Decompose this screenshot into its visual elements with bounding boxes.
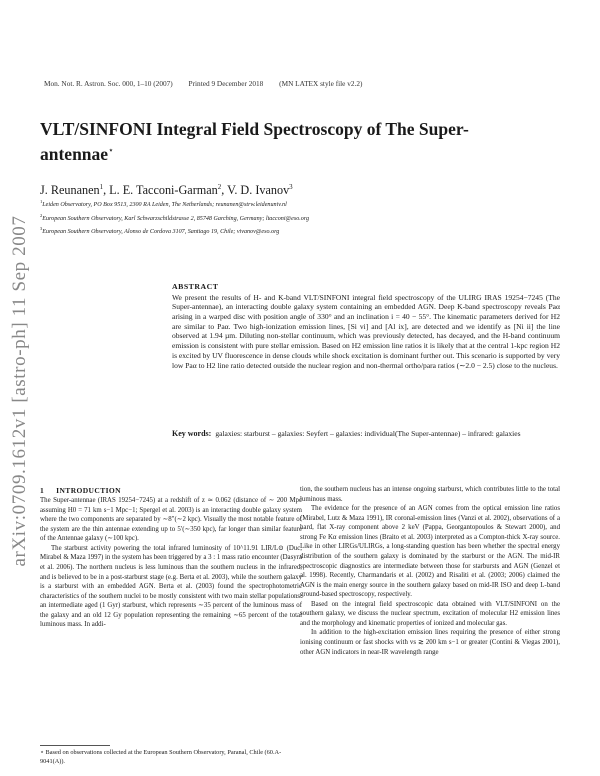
affiliation [40,197,560,211]
style-file: (MN LATEX style file v2.2) [279,79,363,88]
paragraph: The evidence for the presence of an AGN comes from the optical emission line ratios (Mirabel, Lutz & Maza 1991), IR coronal-emission lines (Vanzi et al. 2002), observations of a hard, flat X-ray component above 2 keV (Pappa, Georgantopoulos & Stewart 2000), and strong Fe Kα emission lines (Braito et al. 2003) interpreted as a Compton-thick X-ray source. Like in other LIRGs/ULIRGs, a long-standing question has been whether the spectral energy distribution of the southern galaxy is dominated by the starburst or the AGN. The mid-IR spectroscopic diagnostics are intermediate between those for starbursts and AGN (Genzel et al. 1998). Recently, Charmandaris et al. (2002) and Risaliti et al. (2003; 2006) claimed the AGN is the main energy source in the southern galaxy based on mid-IR ISO and deep L-band ground-based spectroscopy, respectively. [300,505,560,599]
abstract-text: We present the results of H- and K-band VLT/SINFONI integral field spectroscopy of the ULIRG IRAS 19254−7245 (The Super-antennae), an interacting double galaxy system containing an embedded AGN. Deep K-band spectroscopy reveals Paα arising in a warped disc with position angle of 330° and an inclination i = 40 − 55°. The kinematic parameters derived for H2 are similar to Paα. Two high-ionization emission lines, [Si vi] and [Al ix], are detected and we identify as [Ni ii] the line observed at 1.94 µm. Diluting non-stellar continuum, which was previously detected, has decayed, and the H-band continuum emission is consistent with pure stellar emission. Based on H2 emission line ratios it is likely that at the central 1-kpc region H2 is excited by UV fluorescence in dense clouds while shock excitation is dominant further out. This scenario is supported by very low Paα to H2 line ratio detected outside the nuclear region and non-thermal ortho/para ratios (∼2.0 − 2.5) close to the nucleus. [172,292,560,370]
journal-citation: Mon. Not. R. Astron. Soc. 000, 1–10 (2007) [44,79,173,88]
affil-text: Leiden Observatory, PO Box 9513, 2300 RA Leiden, The Netherlands; reunanen@strw.leidenuniv.nl [42,202,287,209]
right-column [300,485,560,657]
left-column [40,496,302,630]
footnote-rule [40,745,110,746]
section-number: 1 [40,486,45,495]
paragraph: tion, the southern nucleus has an intense ongoing starburst, which contributes little to the total luminous mass. [300,486,560,503]
section-title: INTRODUCTION [56,486,121,495]
keywords [172,429,560,439]
title-footnote-mark: ⋆ [108,145,114,155]
author-name: V. D. Ivanov [227,183,290,198]
affil-number: 2 [40,212,43,218]
author-affil-mark: 2 [217,183,222,191]
affiliations [40,197,560,238]
arxiv-stamp: arXiv:0709.1612v1 [astro-ph] 11 Sep 2007 [9,215,30,567]
author-affil-mark: 1 [99,183,104,191]
printed-date: Printed 9 December 2018 [188,79,264,88]
abstract-heading: ABSTRACT [172,282,219,291]
keywords-label: Key words: [172,429,212,438]
affil-number: 3 [40,226,43,232]
affil-number: 1 [40,199,43,204]
keywords-text: galaxies: starburst – galaxies: Seyfert – galaxies: individual(The Super-antennae) – infrared: galaxies [215,429,521,438]
affiliation [40,211,560,225]
paragraph: In addition to the high-excitation emission lines requiring the presence of either strong ionising continuum or fast shocks with vs ≳ 200 km s−1 or greater (Contini & Viegas 2001), other AGN indicators in near-IR wavelength range [300,629,560,656]
affiliation [40,224,560,238]
affil-text: European Southern Observatory, Karl Schwarzschildstrasse 2, 85748 Garching, Germany; ltacconi@eso.org [42,215,310,222]
paper-title [40,119,520,165]
section-heading [40,486,121,495]
author-name: J. Reunanen [40,183,100,198]
paragraph: The starburst activity powering the total infrared luminosity of 10^11.91 LIR/L⊙ (Duc, Mirabel & Maza 1997) in the system has been triggered by a 3 : 1 mass ratio encounter (Dasyra et al. 2006). The northern nucleus is less luminous than the southern nucleus in the infrared, and is believed to be in a post-starburst stage (e.g. Berta et al. 2003), while the southern galaxy is a starburst with an embedded AGN. Berta et al. (2003) found the spectrophotometric characteristics of the southern nuclei to be mostly consistent with two main stellar populations: an intermediate aged (1 Gyr) starburst, which represents ∼35 percent of the luminous mass of the galaxy and an old 12 Gy population representing the remaining ∼65 percent of the total luminous mass. In addi- [40,544,302,629]
affil-text: European Southern Observatory, Alonso de Cordova 3107, Santiago 19, Chile; vivanov@eso.org [42,229,280,236]
running-header [44,79,376,88]
author-name: L. E. Tacconi-Garman [109,183,218,198]
paragraph: Based on the integral field spectroscopic data obtained with VLT/SINFONI on the southern galaxy, we discuss the nuclear spectrum, excitation of molecular H2 emission lines and the morphology and kinematic properties of ionized and molecular gas. [300,600,560,627]
paper-title-text: VLT/SINFONI Integral Field Spectroscopy of The Super-antennae [40,119,469,164]
paragraph: The Super-antennae (IRAS 19254−7245) at a redshift of z ≃ 0.062 (distance of ∼ 200 Mpc assuming H0 = 71 km s−1 Mpc−1; Spergel et al. 2003) is an interacting double galaxy system where the two components are separated by ∼8″(∼2 kpc). Visually the most notable feature of the system are the thin antennae extending up to 5′(∼350 kpc), far longer than similar feature of the Antennae galaxy (∼100 kpc). [40,497,302,543]
author-affil-mark: 3 [289,183,293,191]
author-list: J. Reunanen$^1$, L. E. Tacconi-Garman$^2$, V. D. Ivanov$^3$ [40,183,293,198]
footnote: ⋆ Based on observations collected at the European Southern Observatory, Paranal, Chile (60.A-9041(A)). [40,749,282,765]
